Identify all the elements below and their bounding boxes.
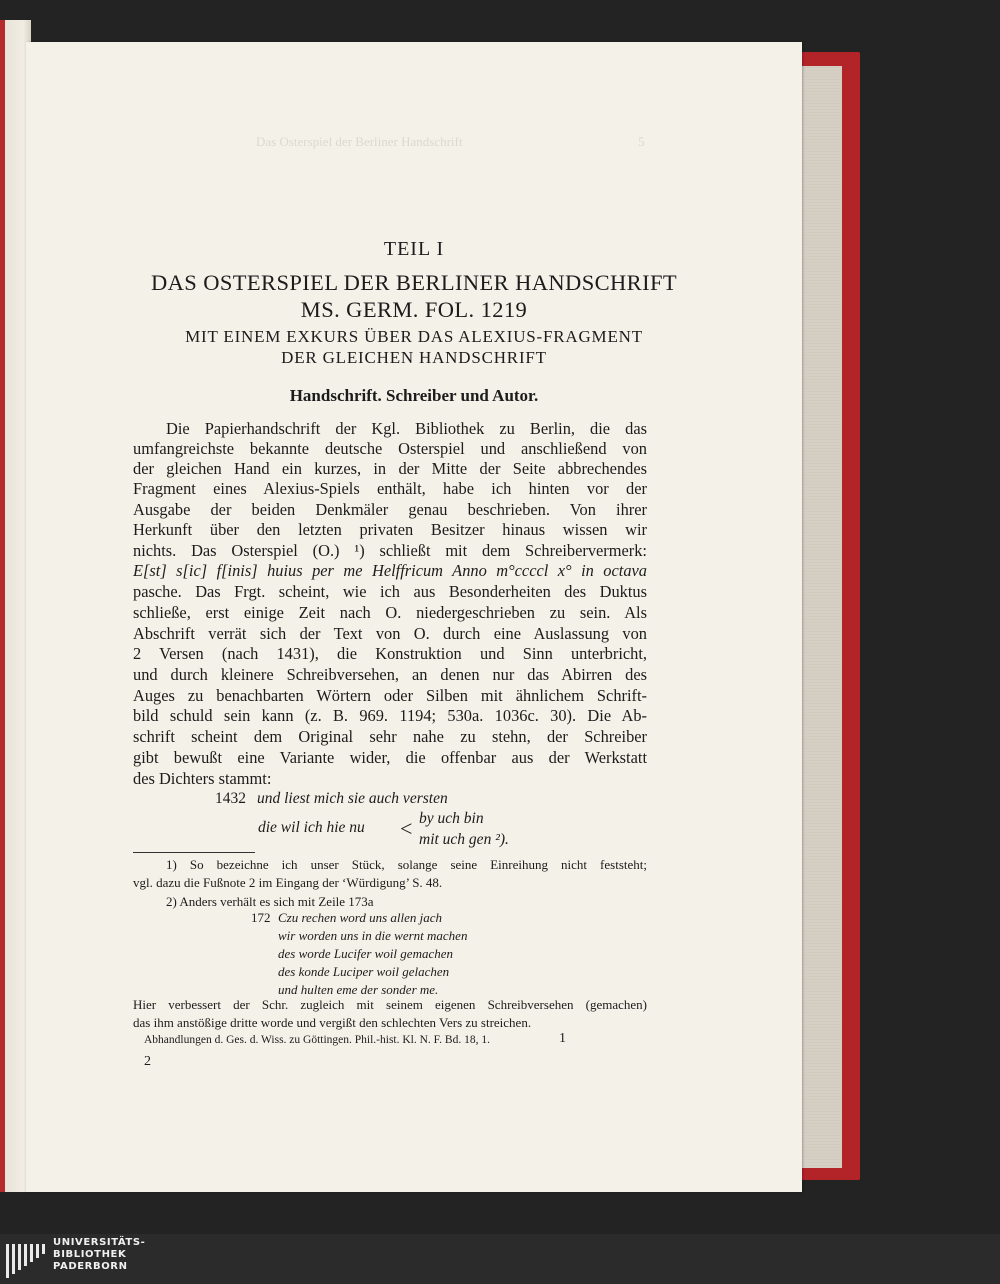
poem-line: und hulten eme der sonder me. (278, 982, 439, 997)
variant-top: by uch bin (419, 810, 484, 827)
show-through-header-right: 5 (638, 134, 645, 149)
body-line: nichts. Das Osterspiel (O.) ¹) schließt mit dem Schreibervermerk: (133, 541, 647, 560)
verse-number: 1432 (215, 790, 246, 807)
library-logo-icon (6, 1244, 46, 1278)
footnote-line: 2) Anders verhält es sich mit Zeile 173a (166, 894, 374, 909)
body-line: gibt bewußt eine Variante wider, die offenbar aus der Werkstatt (133, 748, 647, 767)
footnote-line: Hier verbessert der Schr. zugleich mit seinem eigenen Schreibversehen (gemachen) (133, 997, 647, 1012)
body-line: der gleichen Hand ein kurzes, in der Mitte der Seite abbrechendes (133, 459, 647, 478)
part-label: TEIL I (383, 238, 445, 260)
poem-line: des worde Lucifer woil gemachen (278, 946, 453, 961)
footnote-line: 1) So bezeichne ich unser Stück, solange seine Einreihung nicht feststeht; (166, 857, 647, 872)
body-line: umfangreichste bekannte deutsche Osterspiel und anschließend von (133, 439, 647, 458)
poem-line: des konde Luciper woil gelachen (278, 964, 450, 979)
book-page (26, 42, 802, 1192)
verse-line: die wil ich hie nu (258, 819, 365, 836)
title-line: MS. GERM. FOL. 1219 (300, 297, 528, 322)
footnote-line: vgl. dazu die Fußnote 2 im Eingang der ‘Würdigung’ S. 48. (133, 875, 443, 890)
body-line: Abschrift verrät sich der Text von O. durch eine Auslassung von (133, 624, 647, 643)
footer-sheet-number: 1 (559, 1031, 566, 1046)
signature-mark: 2 (144, 1054, 151, 1069)
body-line: E[st] s[ic] f[inis] huius per me Helffricum Anno m°ccccl x° in octava (133, 561, 647, 580)
body-line: und durch kleinere Schreibversehen, an denen nur das Abirren des (133, 665, 647, 684)
body-line: schließe, erst einige Zeit nach O. niedergeschrieben zu sein. Als (133, 603, 647, 622)
show-through-header-left: Das Osterspiel der Berliner Handschrift (256, 134, 463, 149)
library-logo-text: PADERBORN (53, 1261, 128, 1272)
body-line: bild schuld sein kann (z. B. 969. 1194; 530a. 1036c. 30). Die Ab- (133, 706, 647, 725)
body-line: des Dichters stammt: (133, 769, 272, 788)
body-line: schrift scheint dem Original sehr nahe zu stehn, der Schreiber (133, 727, 647, 746)
footnote-rule (133, 852, 255, 853)
library-logo-bar (0, 1234, 1000, 1284)
footnote-line: das ihm anstößige dritte worde und vergißt den schlechten Vers zu streichen. (133, 1015, 532, 1030)
subtitle-line: MIT EINEM EXKURS ÜBER DAS ALEXIUS-FRAGMENT (185, 327, 643, 346)
section-heading: Handschrift. Schreiber und Autor. (289, 386, 539, 405)
poem-line: Czu rechen word uns allen jach (278, 910, 443, 925)
library-logo-text: BIBLIOTHEK (53, 1249, 127, 1260)
body-line: pasche. Das Frgt. scheint, wie ich aus Besonderheiten des Duktus (133, 582, 647, 601)
body-line: Die Papierhandschrift der Kgl. Bibliothek zu Berlin, die das (166, 419, 647, 438)
body-line: Auges zu benachbarten Wörtern oder Silben mit ähnlichem Schrift- (133, 686, 647, 705)
body-line: Ausgabe der beiden Denkmäler genau beschrieben. Von ihrer (133, 500, 647, 519)
footer-publication-line: Abhandlungen d. Ges. d. Wiss. zu Göttingen. Phil.-hist. Kl. N. F. Bd. 18, 1. (144, 1034, 490, 1046)
subtitle-line: DER GLEICHEN HANDSCHRIFT (281, 348, 547, 367)
page-block-edge (800, 66, 842, 1168)
title-line: DAS OSTERSPIEL DER BERLINER HANDSCHRIFT (150, 270, 678, 295)
body-line: Fragment eines Alexius-Spiels enthält, habe ich hinten vor der (133, 479, 647, 498)
body-line: 2 Versen (nach 1431), die Konstruktion und Sinn unterbricht, (133, 644, 647, 663)
body-line: Herkunft über den letzten privaten Besitzer hinaus wissen wir (133, 520, 647, 539)
variant-bottom: mit uch gen ²). (419, 831, 509, 848)
poem-line-number: 172 (251, 910, 271, 925)
verse-line: und liest mich sie auch versten (257, 790, 448, 807)
library-logo-text: UNIVERSITÄTS- (53, 1237, 146, 1248)
variant-brace: < (400, 816, 413, 841)
poem-line: wir worden uns in die wernt machen (278, 928, 468, 943)
